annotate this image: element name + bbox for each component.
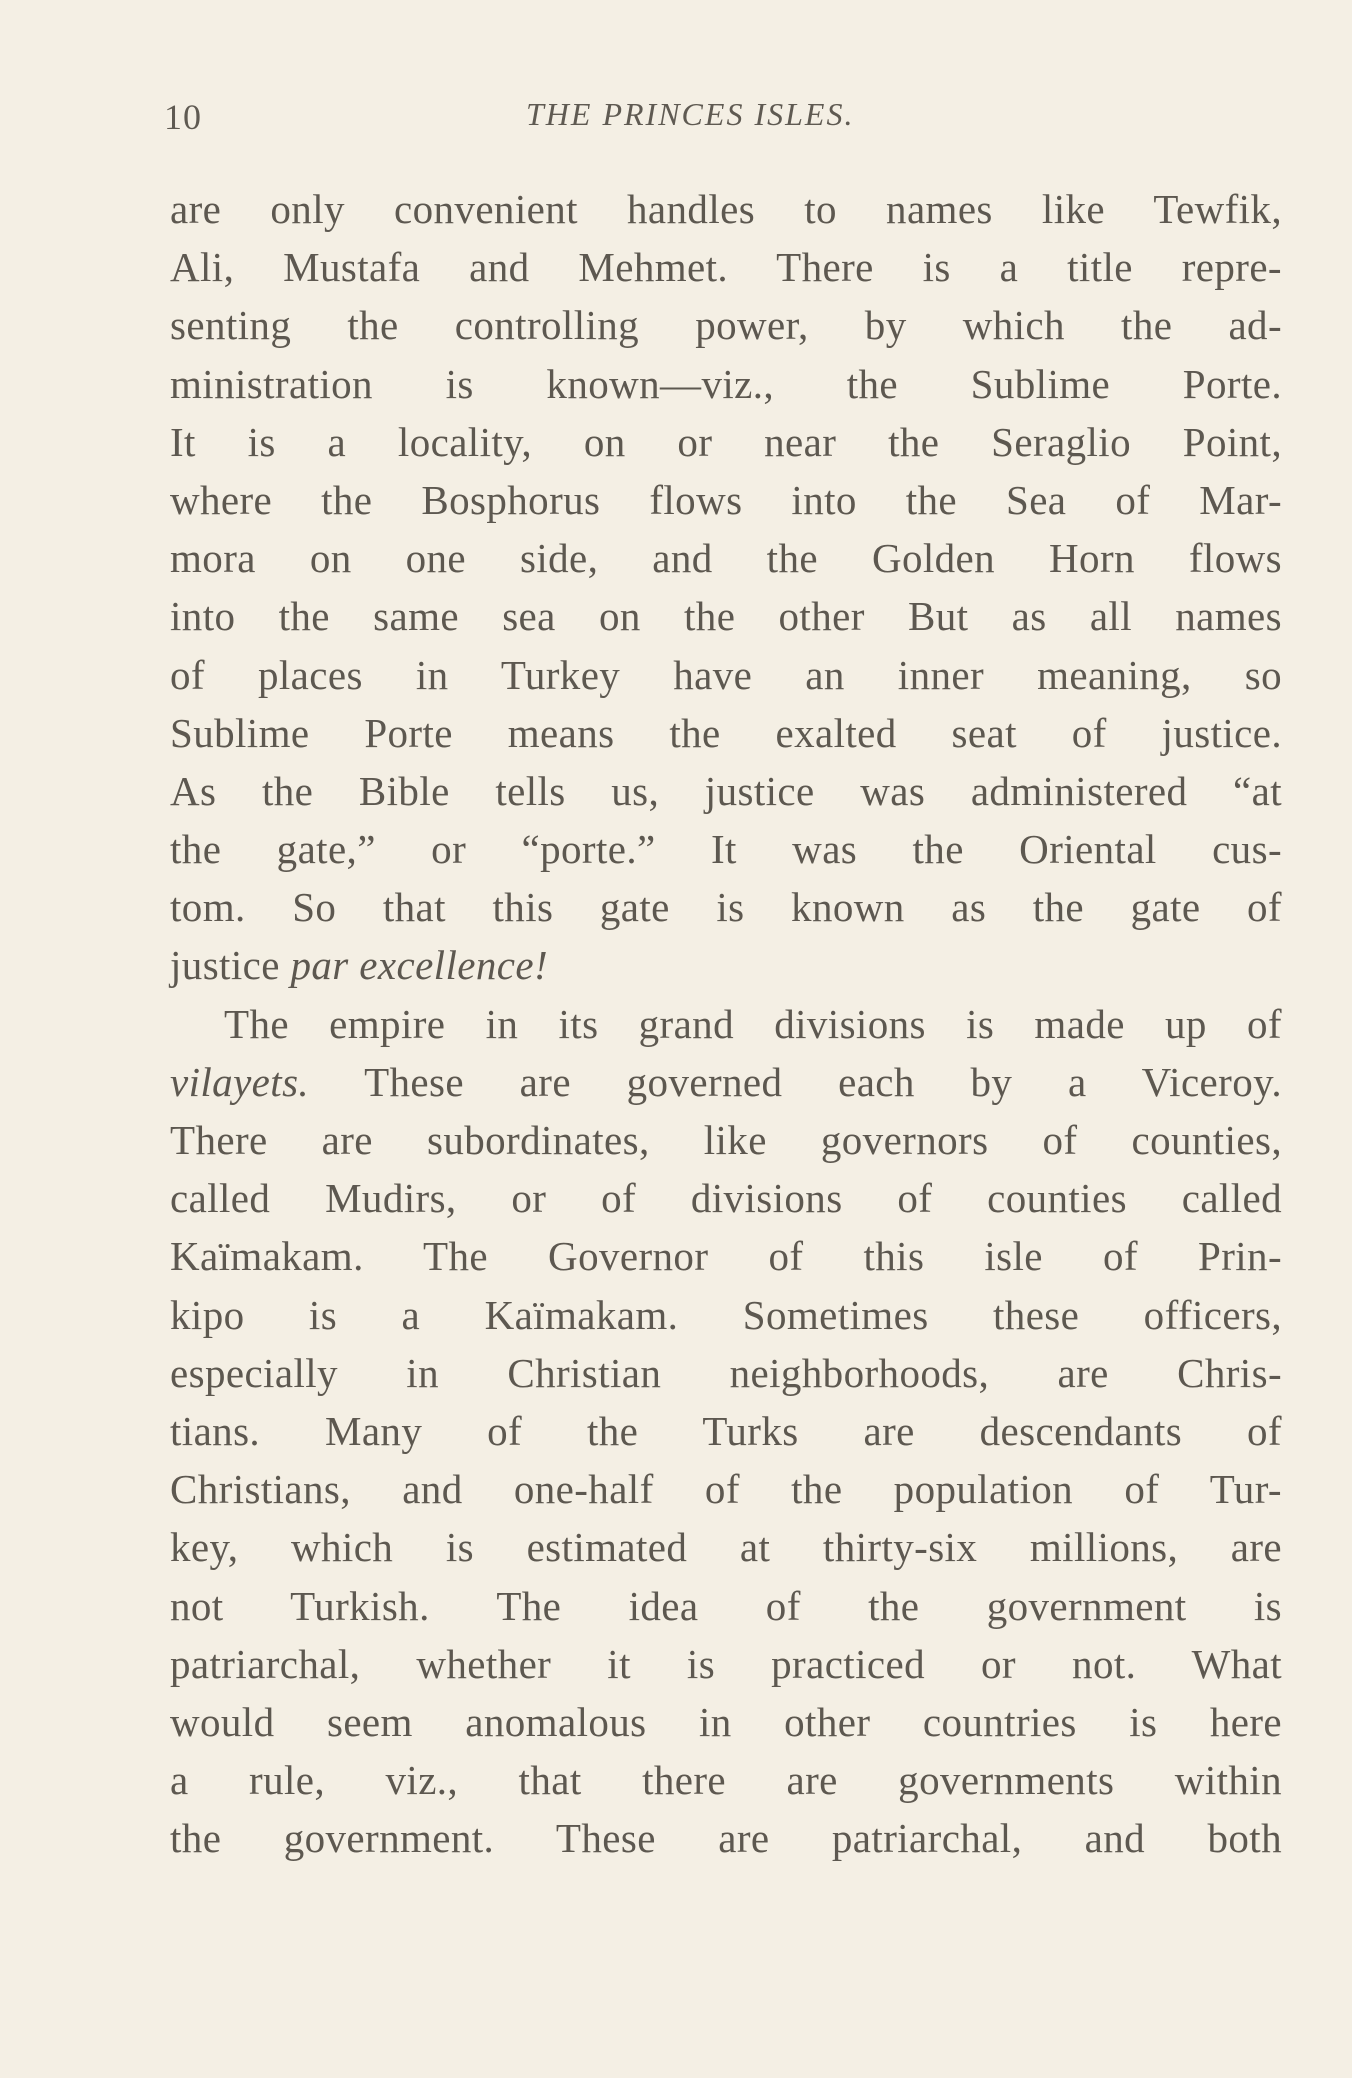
paragraph-start-line: The empire in its grand divisions is made up of (224, 1000, 1282, 1047)
text-line: called Mudirs, or of divisions of counties called (170, 1175, 1282, 1222)
text-line: kipo is a Kaïmakam. Sometimes these officers, (170, 1291, 1282, 1338)
text-line: senting the controlling power, by which the ad- (170, 302, 1282, 349)
text-line: the government. These are patriarchal, and both (170, 1815, 1282, 1862)
text-line: mora on one side, and the Golden Horn flows (170, 535, 1282, 582)
text-line: Kaïmakam. The Governor of this isle of Prin- (170, 1233, 1282, 1280)
text-line: would seem anomalous in other countries is here (170, 1698, 1282, 1745)
italic-phrase: par excellence! (290, 942, 549, 989)
text-line: There are subordinates, like governors of counties, (170, 1117, 1282, 1163)
text-line: where the Bosphorus flows into the Sea of Mar- (170, 476, 1282, 523)
text-segment: justice (170, 942, 280, 989)
text-line: tom. So that this gate is known as the gate of (170, 884, 1282, 931)
text-line: Sublime Porte means the exalted seat of justice. (170, 709, 1282, 756)
text-line: not Turkish. The idea of the government is (170, 1582, 1282, 1629)
text-line: As the Bible tells us, justice was administered “at (170, 767, 1282, 814)
text-line (170, 1053, 1282, 1111)
text-line: are only convenient handles to names like Tewfik, (170, 186, 1282, 232)
text-line: Christians, and one-half of the population of Tur- (170, 1466, 1282, 1513)
page-number: 10 (164, 97, 202, 137)
text-line: It is a locality, on or near the Seraglio Point, (170, 418, 1282, 465)
text-line: a rule, viz., that there are governments within (170, 1757, 1282, 1804)
running-title: THE PRINCES ISLES. (526, 96, 855, 132)
text-line: the gate,” or “porte.” It was the Oriental cus- (170, 826, 1282, 873)
text-line: tians. Many of the Turks are descendants of (170, 1407, 1282, 1454)
body-text (170, 180, 1282, 1867)
italic-word: vilayets. (170, 1058, 310, 1105)
text-segment: These are governed each by a Viceroy. (364, 1058, 1282, 1105)
text-line: into the same sea on the other But as all names (170, 593, 1282, 640)
text-line: ministration is known—viz., the Sublime Porte. (170, 360, 1282, 407)
text-line: especially in Christian neighborhoods, are Chris- (170, 1349, 1282, 1396)
text-line: patriarchal, whether it is practiced or not. What (170, 1640, 1282, 1687)
text-line: Ali, Mustafa and Mehmet. There is a title repre- (170, 244, 1282, 291)
text-line (170, 936, 1282, 994)
text-line: of places in Turkey have an inner meaning, so (170, 651, 1282, 698)
text-line: key, which is estimated at thirty-six millions, are (170, 1524, 1282, 1571)
